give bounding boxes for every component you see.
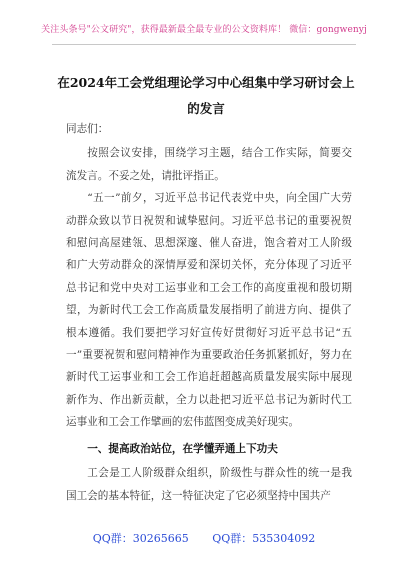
header-banner: 关注头条号"公文研究"，获得最新最全最专业的公文资料库！ 微信：gongwenyj xyxy=(41,25,367,35)
section-heading: 一、提高政治站位，在学懂弄通上下功夫 xyxy=(87,442,278,455)
document-title: 在2024年工会党组理论学习中心组集中学习研讨会上的发言 xyxy=(57,75,355,116)
paragraph-intro: 按照会议安排，围绕学习主题，结合工作实际，简要交流发言。不妥之处，请批评指正。 xyxy=(66,147,352,182)
footer-qq-group-2: QQ群：535304092 xyxy=(212,532,316,545)
header-divider xyxy=(52,44,356,45)
section-paragraph: 工会是工人阶级群众组织，阶级性与群众性的统一是我国工会的基本特征，这一特征决定了它必须坚持中国共产 xyxy=(66,467,352,502)
document-body xyxy=(66,118,352,507)
footer-qq-group-1: QQ群：30265665 xyxy=(92,532,189,545)
footer xyxy=(0,530,408,546)
salutation: 同志们： xyxy=(66,123,109,135)
paragraph-main: “五一”前夕，习近平总书记代表党中央，向全国广大劳动群众致以节日祝贺和诚挚慰问。习近平总书记的重要祝贺和慰问高屋建瓴、思想深邃、催人奋进，饱含着对工人阶级和广大劳动群众的深情厚爱和深切关怀，充分体现了习近平总书记和党中央对工运事业和工会工作的高度重视和殷切期望，为新时代工会工作高质量发展指明了前进方向、提供了根本遵循。我们要把学习好宣传好贯彻好习近平总书记“五一”重要祝贺和慰问精神作为重要政治任务抓紧抓好，努力在新时代工运事业和工会工作追赶超越高质量发展实际中展现新作为、作出新贡献，全力以赴把习近平总书记为新时代工运事业和工会工作擘画的宏伟蓝图变成美好现实。 xyxy=(66,192,352,429)
